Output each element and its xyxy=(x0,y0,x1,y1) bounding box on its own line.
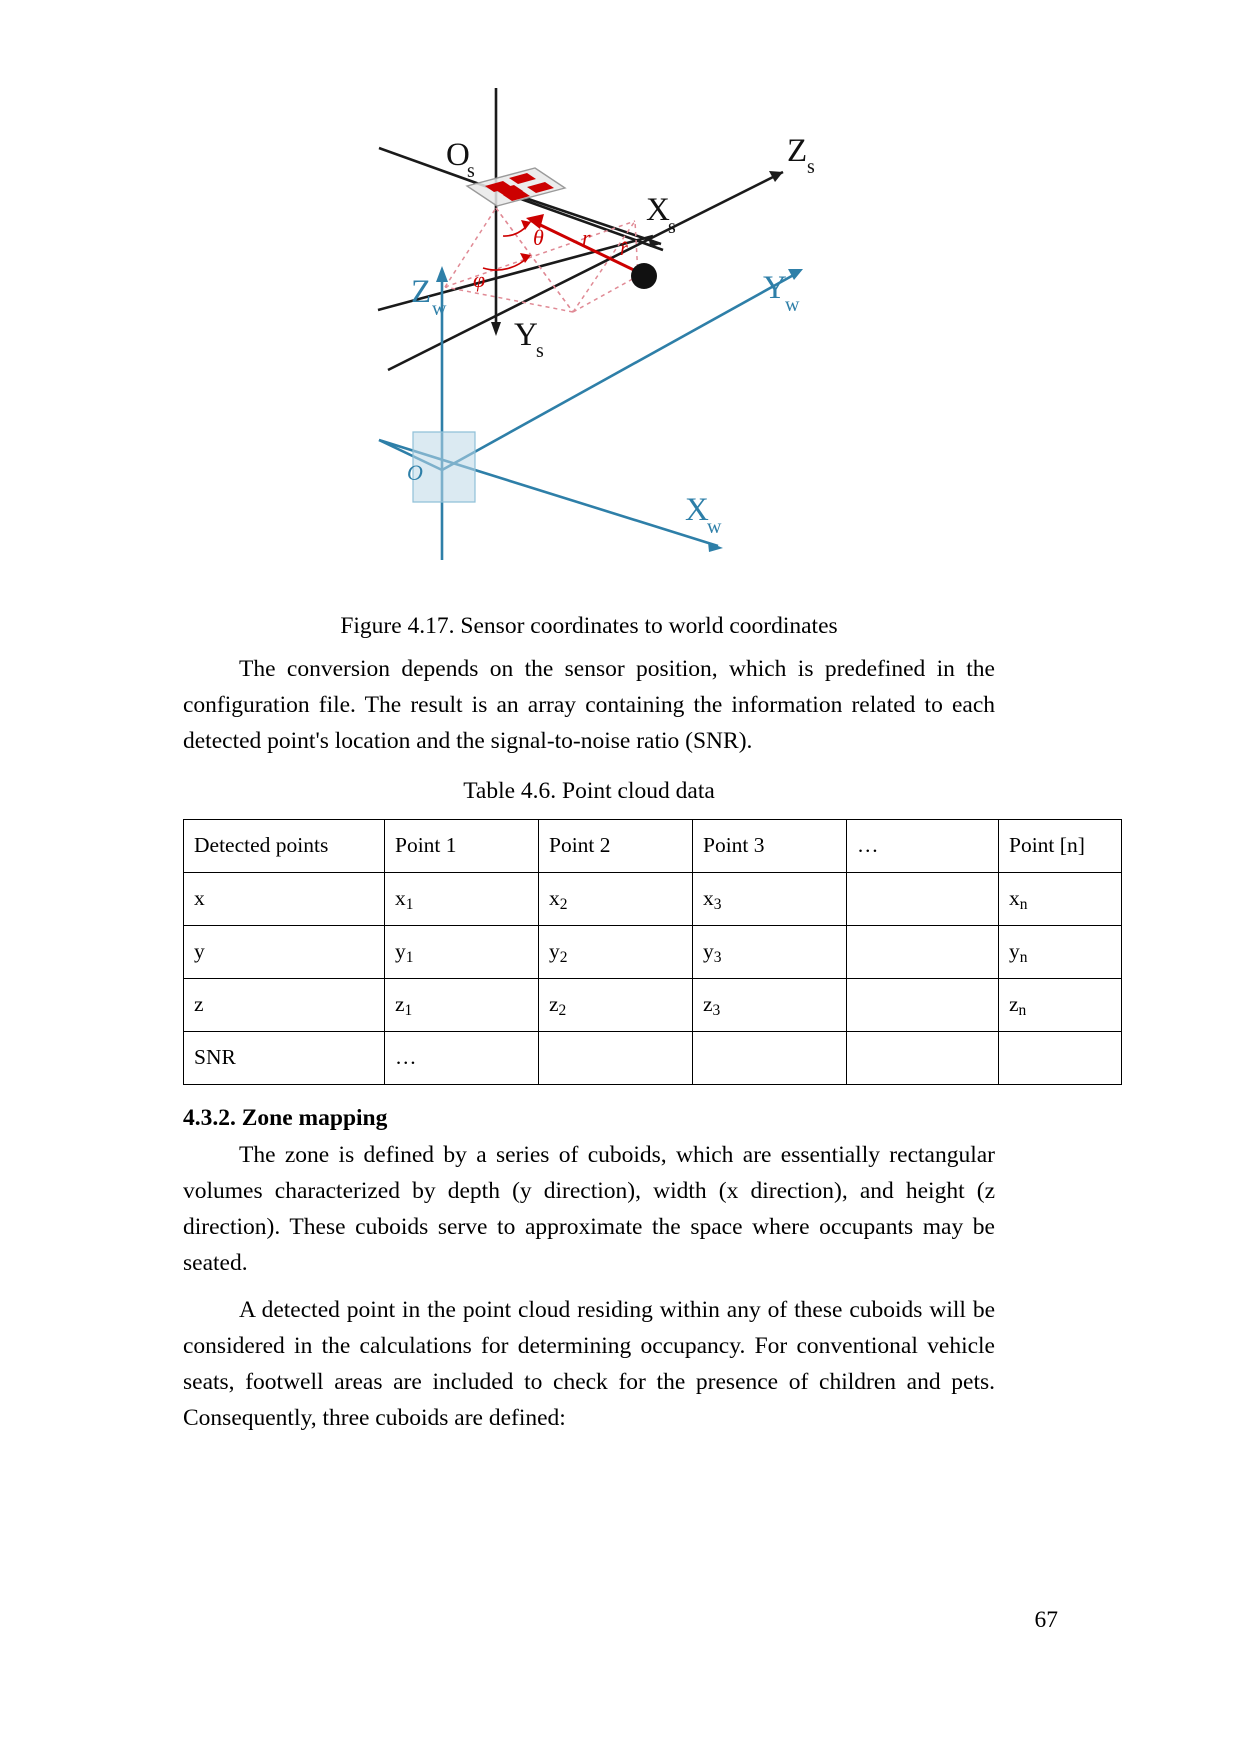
cell-base: y xyxy=(395,938,406,963)
svg-text:s: s xyxy=(536,340,544,362)
cell-subscript: 2 xyxy=(559,896,568,914)
cell-subscript: 1 xyxy=(404,1002,413,1020)
cell-subscript: n xyxy=(1019,896,1028,914)
table-cell xyxy=(847,978,999,1031)
paragraph-detected-point: A detected point in the point cloud residing within any of these cuboids will be considered in the calculations for determining occupancy. For conventional vehicle seats, footwell areas are included to check for the presence of children and pets. Consequently, three cuboids are defined: xyxy=(183,1297,995,1432)
cell-subscript: 2 xyxy=(559,949,568,967)
svg-text:w: w xyxy=(707,516,722,538)
table-cell xyxy=(847,1031,999,1084)
table-cell xyxy=(999,872,1122,925)
cell-subscript: n xyxy=(1018,1002,1027,1020)
table-header-row xyxy=(184,819,1122,872)
table-cell xyxy=(693,872,847,925)
table-cell xyxy=(539,925,693,978)
table-cell xyxy=(385,872,539,925)
table-cell xyxy=(693,925,847,978)
table-cell xyxy=(693,978,847,1031)
cell-base: … xyxy=(395,1044,417,1069)
label-axis-xs: X xyxy=(646,192,670,228)
label-axis-zs: Z xyxy=(787,133,808,169)
paragraph-zone-definition: The zone is defined by a series of cuboids, which are essentially rectangular volumes characterized by depth (y direction), width (x direction), and height (z direction). These cuboids serve to approximate the space where occupants may be seated. xyxy=(183,1142,995,1277)
cell-subscript: 3 xyxy=(713,896,722,914)
table-cell xyxy=(999,925,1122,978)
table-row xyxy=(184,1031,1122,1084)
table-cell xyxy=(539,1031,693,1084)
cell-subscript: 1 xyxy=(405,949,414,967)
table-row xyxy=(184,925,1122,978)
cell-base: z xyxy=(1009,991,1019,1016)
figure-4-17 xyxy=(183,40,995,610)
label-range-r: r xyxy=(582,225,591,250)
svg-text:s: s xyxy=(668,216,676,238)
label-axis-yw: Y xyxy=(763,270,787,306)
cell-subscript: 3 xyxy=(713,949,722,967)
row-label: x xyxy=(184,872,385,925)
table-cell xyxy=(385,1031,539,1084)
label-unit-vector-r: r̂ xyxy=(620,238,628,260)
label-axis-ys: Y xyxy=(514,317,538,353)
table-header-cell: Detected points xyxy=(184,819,385,872)
table-row xyxy=(184,978,1122,1031)
page-content xyxy=(183,40,1085,1436)
table-header-cell: Point 2 xyxy=(539,819,693,872)
cell-subscript: n xyxy=(1019,949,1028,967)
cell-base: z xyxy=(395,991,405,1016)
table-row xyxy=(184,872,1122,925)
table-cell xyxy=(385,925,539,978)
svg-text:s: s xyxy=(807,156,815,178)
label-axis-xw: X xyxy=(685,492,709,528)
table-cell xyxy=(999,978,1122,1031)
table-cell xyxy=(385,978,539,1031)
table-caption: Table 4.6. Point cloud data xyxy=(463,778,715,805)
cell-base: x xyxy=(1009,885,1020,910)
svg-text:s: s xyxy=(467,160,475,182)
svg-text:w: w xyxy=(785,294,800,316)
table-cell xyxy=(539,978,693,1031)
cell-base: y xyxy=(703,938,714,963)
page-number: 67 xyxy=(1034,1607,1058,1633)
row-label: y xyxy=(184,925,385,978)
svg-text:w: w xyxy=(432,298,447,320)
cell-base: x xyxy=(395,885,406,910)
label-angle-phi: φ xyxy=(473,267,486,292)
cell-base: y xyxy=(549,938,560,963)
coordinate-diagram xyxy=(183,40,995,610)
section-heading-zone-mapping: 4.3.2. Zone mapping xyxy=(183,1104,388,1131)
table-header-cell: Point [n] xyxy=(999,819,1122,872)
cell-subscript: 3 xyxy=(712,1002,721,1020)
cell-base: x xyxy=(703,885,714,910)
cell-subscript: 1 xyxy=(405,896,414,914)
cell-base: y xyxy=(1009,938,1020,963)
table-cell xyxy=(999,1031,1122,1084)
table-cell xyxy=(847,925,999,978)
row-label: SNR xyxy=(184,1031,385,1084)
table-header-cell: Point 3 xyxy=(693,819,847,872)
cell-subscript: 2 xyxy=(558,1002,567,1020)
figure-caption: Figure 4.17. Sensor coordinates to world coordinates xyxy=(340,613,838,639)
table-header-cell: … xyxy=(847,819,999,872)
cell-base: z xyxy=(549,991,559,1016)
cell-base: x xyxy=(549,885,560,910)
point-cloud-table xyxy=(183,819,1122,1085)
table-header-cell: Point 1 xyxy=(385,819,539,872)
table-cell xyxy=(847,872,999,925)
label-origin-sensor: O xyxy=(446,137,470,173)
paragraph-conversion: The conversion depends on the sensor position, which is predefined in the configuration file. The result is an array containing the information related to each detected point's location and the signal-to-noise ratio (SNR). xyxy=(183,656,995,755)
table-cell xyxy=(539,872,693,925)
label-axis-zw: Z xyxy=(411,274,432,310)
table-cell xyxy=(693,1031,847,1084)
cell-base: z xyxy=(703,991,713,1016)
row-label: z xyxy=(184,978,385,1031)
label-origin-world: O xyxy=(407,460,423,485)
label-angle-theta: θ xyxy=(533,225,544,250)
